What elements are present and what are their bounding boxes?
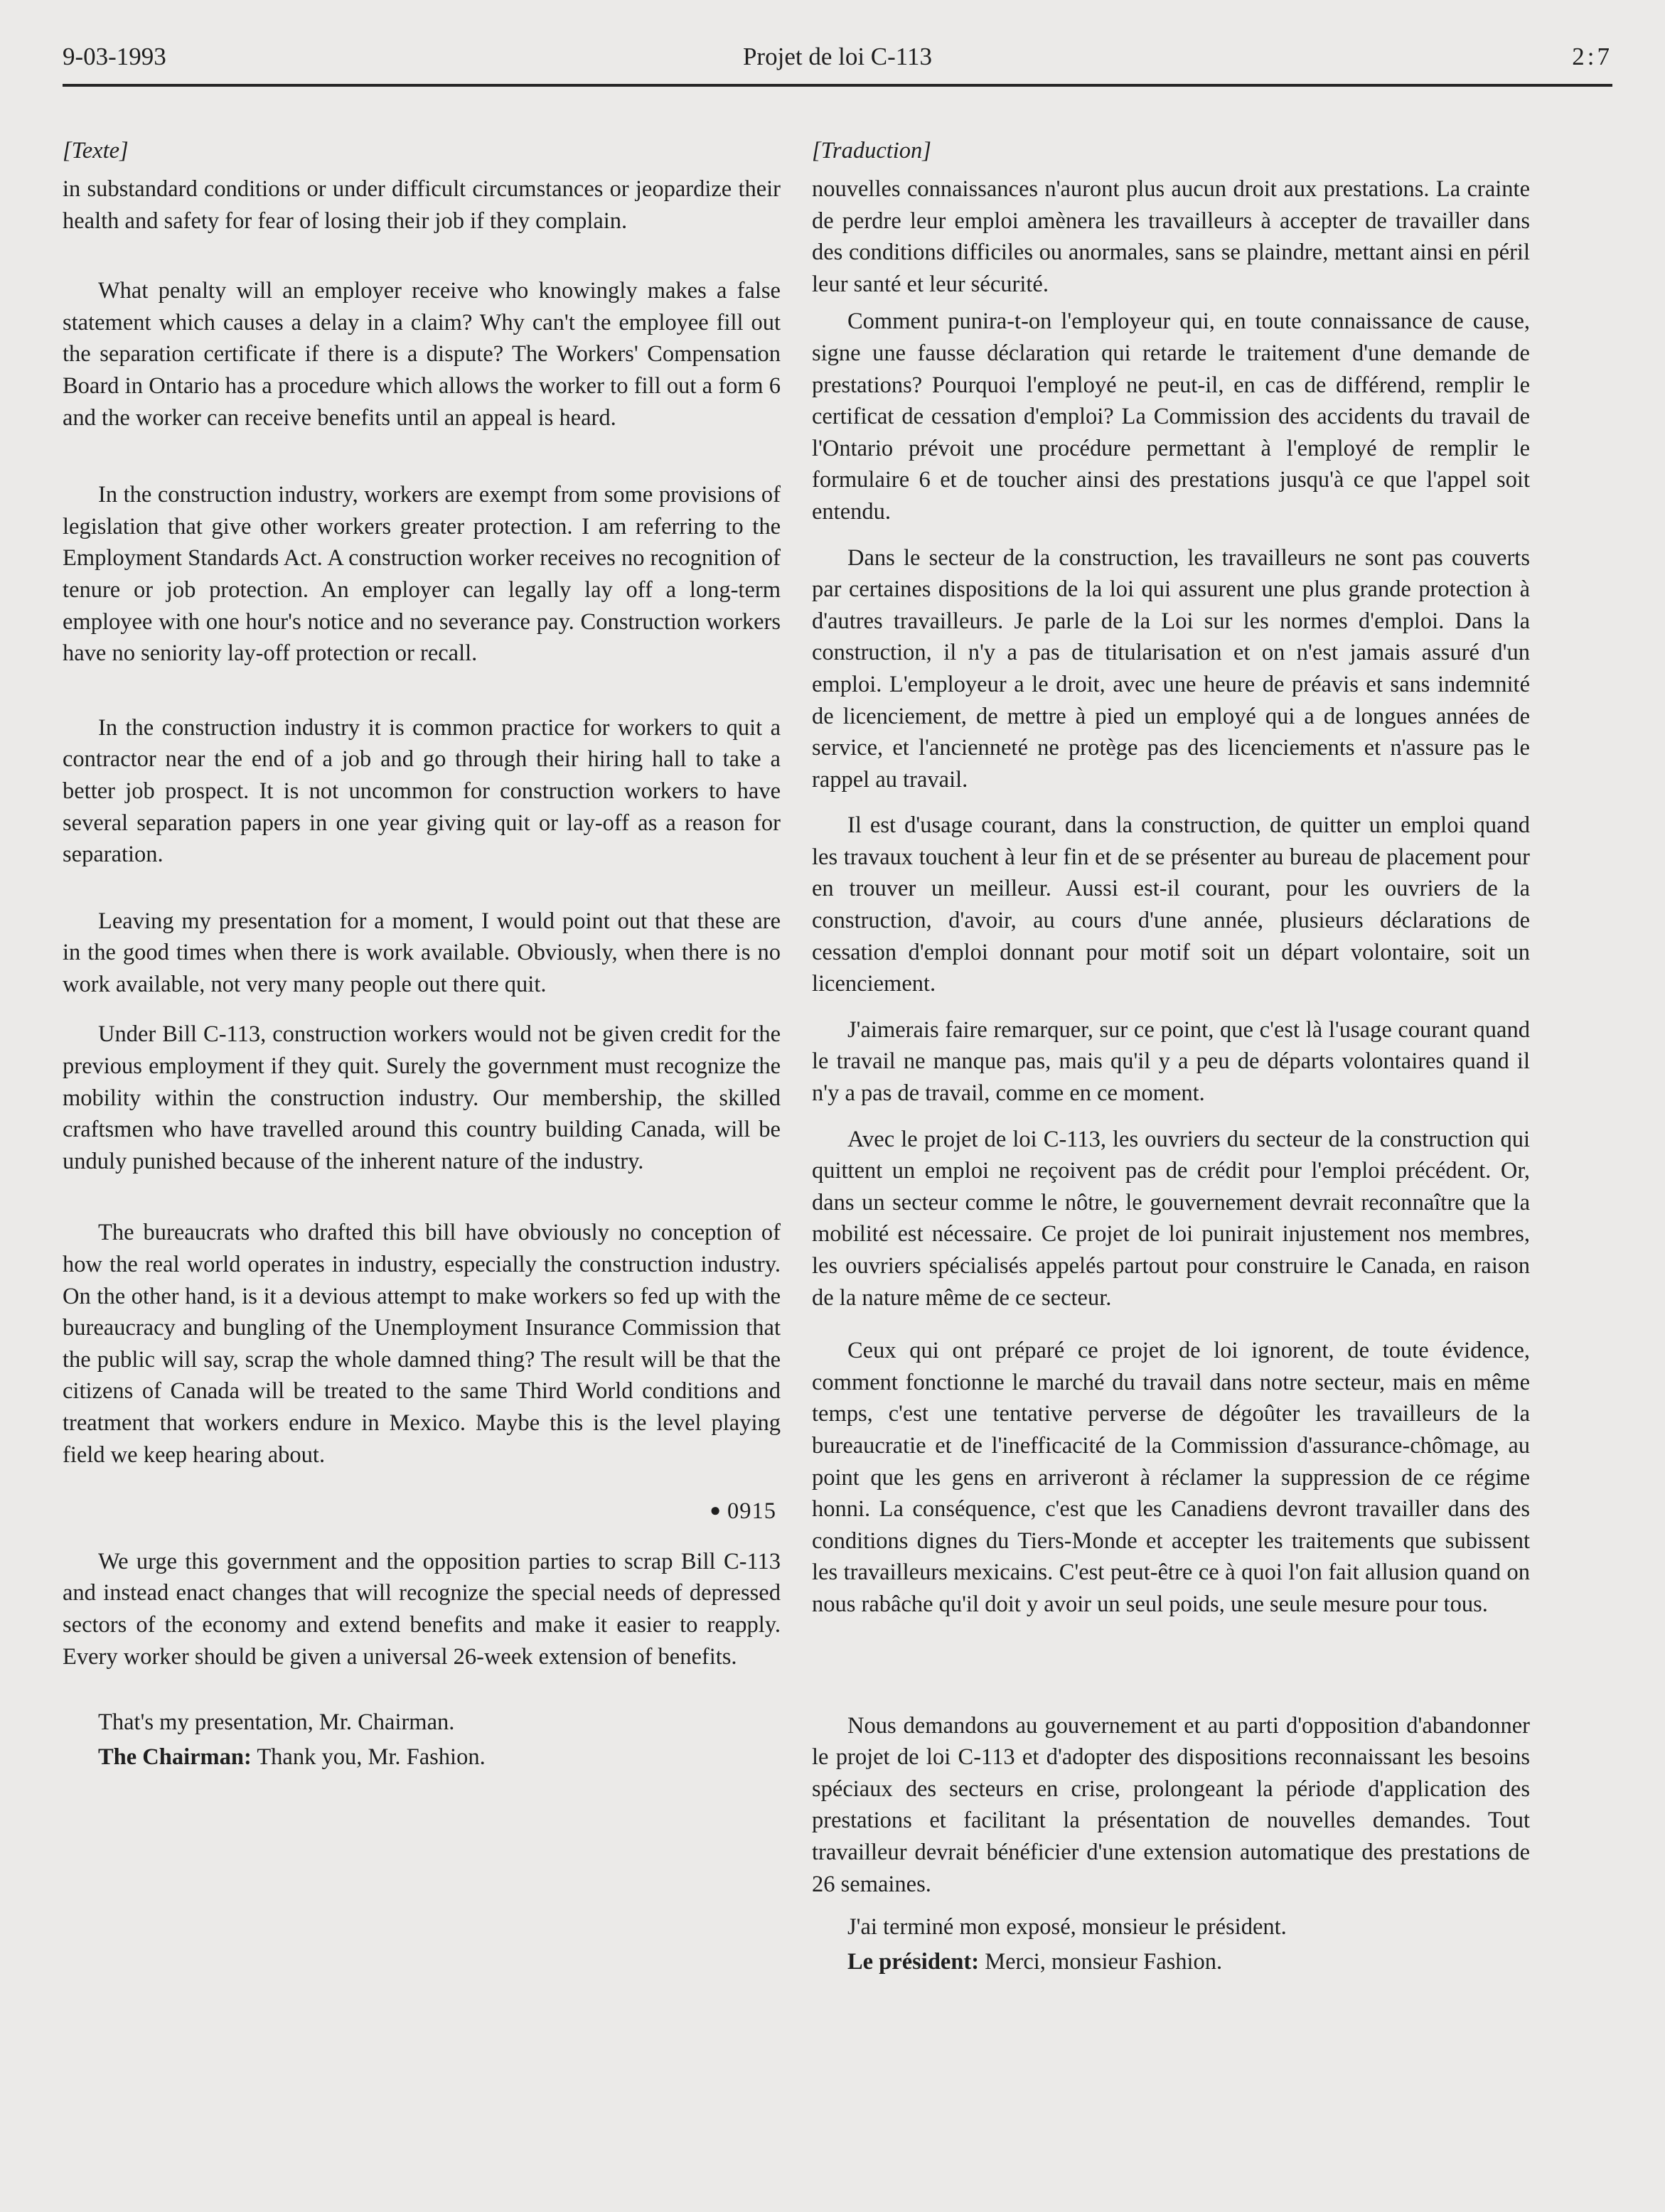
column-tag-traduction: [Traduction] bbox=[812, 138, 931, 163]
page-header bbox=[63, 43, 1612, 85]
header-title: Projet de loi C-113 bbox=[742, 43, 933, 70]
paragraph: Il est d'usage courant, dans la construction, de quitter un emploi quand les travaux touchent à leur fin et de se présenter au bureau de placement pour en trouver un meilleur. Aussi est-il courant, pour les ouvriers de la construction, d'avoir, au cours d'une année, plusieurs déclarations de cessation d'emploi donnant pour motif soit un départ volontaire, soit un licenciement. bbox=[812, 812, 1530, 997]
paragraph: J'aimerais faire remarquer, sur ce point, que c'est là l'usage courant quand le travail ne manque pas, mais qu'il y a peu de départs volontaires quand il n'y a pas de travail, comme en ce moment. bbox=[812, 1016, 1530, 1107]
paragraph: Ceux qui ont préparé ce projet de loi ignorent, de toute évidence, comment fonctionne le marché du travail dans notre secteur, mais en même temps, c'est une tentative perverse de dégoûter les travailleurs de la bureaucratie et de l'inefficacité de la Commission d'assurance-chômage, au point que les gens en arriveront à réclamer la suppression de ce régime honni. La conséquence, c'est que les Canadiens devront travailler dans des conditions dignes du Tiers-Monde et accepter les traitements que subissent les travailleurs mexicains. C'est peut-être ce à quoi l'on fait allusion quand on nous rabâche qu'il doit y avoir un seul poids, une seule mesure pour tous. bbox=[812, 1338, 1530, 1617]
paragraph: in substandard conditions or under difficult circumstances or jeopardize their health and safety for fear of losing their job if they complain. bbox=[63, 176, 781, 234]
header-page-number: 2:7 bbox=[1572, 43, 1612, 70]
header-rule bbox=[63, 84, 1612, 87]
time-marker: ● 0915 bbox=[710, 1498, 776, 1525]
paragraph: Dans le secteur de la construction, les travailleurs ne sont pas couverts par certaines dispositions de la loi qui assurent une plus grande protection à d'autres travailleurs. Je parle de la Loi sur les normes d'emploi. Dans la construction, il n'y a pas de titularisation et on n'est jamais assuré d'un emploi. L'employeur a le droit, avec une heure de préavis et sans indemnité de licenciement, de mettre à pied un employé qui a de longues années de service, et l'ancienneté ne protège pas des licenciements et n'assure pas le rappel au travail. bbox=[812, 544, 1530, 793]
paragraph: Comment punira-t-on l'employeur qui, en toute connaissance de cause, signe une fausse déclaration qui retarde le traitement d'une demande de prestations? Pourquoi l'employé ne peut-il, en cas de différend, remplir le certificat de cessation d'emploi? La Commission des accidents du travail de l'Ontario prévoit une procédure permettant à l'employé de remplir le formulaire 6 et de toucher ainsi des prestations jusqu'à ce que l'appel soit entendu. bbox=[812, 308, 1530, 525]
paragraph: Under Bill C-113, construction workers would not be given credit for the previous employment if they quit. Surely the government must recognize the mobility within the construction industry. Our membership, the skilled craftsmen who have travelled around this country building Canada, will be unduly punished because of the inherent nature of the industry. bbox=[63, 1021, 781, 1174]
paragraph: We urge this government and the opposition parties to scrap Bill C-113 and instead enact changes that will recognize the special needs of depressed sectors of the economy and extend benefits and make it easier to reapply. Every worker should be given a universal 26-week extension of benefits. bbox=[63, 1548, 781, 1670]
paragraph: Leaving my presentation for a moment, I would point out that these are in the good times when there is work available. Obviously, when there is no work available, not very many people out there quit. bbox=[63, 908, 781, 997]
speaker-text: Merci, monsieur Fashion. bbox=[985, 1948, 1223, 1975]
speaker-name: The Chairman: bbox=[98, 1744, 252, 1770]
paragraph: The bureaucrats who drafted this bill have obviously no conception of how the real world operates in industry, especially the construction industry. On the other hand, is it a devious attempt to make workers so fed up with the bureaucracy and bungling of the Unemployment Insurance Commission that the public will say, scrap the whole damned thing? The result will be that the citizens of Canada will be treated to the same Third World conditions and treatment that workers endure in Mexico. Maybe this is the level playing field we keep hearing about. bbox=[63, 1220, 781, 1468]
paragraph: What penalty will an employer receive who knowingly makes a false statement which causes a delay in a claim? Why can't the employee fill out the separation certificate if there is a dispute? The Workers' Compensation Board in Ontario has a procedure which allows the worker to fill out a form 6 and the worker can receive benefits until an appeal is heard. bbox=[63, 278, 781, 431]
header-date: 9-03-1993 bbox=[63, 43, 166, 70]
paragraph: Nous demandons au gouvernement et au parti d'opposition d'abandonner le projet de loi C-113 et d'adopter des dispositions reconnaissant les besoins spéciaux des secteurs en crise, prolongeant la période d'application des prestations et facilitant la présentation de nouvelles demandes. Tout travailleur devrait bénéficier d'une extension automatique des prestations de 26 semaines. bbox=[812, 1712, 1530, 1897]
english-column bbox=[63, 135, 781, 1808]
speaker-name: Le président: bbox=[847, 1948, 980, 1975]
paragraph: nouvelles connaissances n'auront plus aucun droit aux prestations. La crainte de perdre leur emploi amènera les travailleurs à accepter de travailler dans des conditions difficiles ou anormales, sans se plaindre, mettant ainsi en péril leur santé et leur sécurité. bbox=[812, 176, 1530, 297]
speaker-text: Thank you, Mr. Fashion. bbox=[257, 1744, 486, 1770]
paragraph: J'ai terminé mon exposé, monsieur le président. bbox=[847, 1914, 1287, 1940]
paragraph: In the construction industry, workers are exempt from some provisions of legislation that give other workers greater protection. I am referring to the Employment Standards Act. A construction worker receives no recognition of tenure or job protection. An employer can legally lay off a long-term employee with one hour's notice and no severance pay. Construction workers have no seniority lay-off protection or recall. bbox=[63, 482, 781, 667]
french-column bbox=[812, 135, 1530, 2012]
paragraph: That's my presentation, Mr. Chairman. bbox=[98, 1709, 455, 1736]
chairman-line bbox=[63, 1741, 781, 1773]
bullet-icon: ● bbox=[710, 1500, 722, 1521]
chairman-line bbox=[812, 1946, 1530, 1978]
column-tag-texte: [Texte] bbox=[63, 138, 129, 163]
paragraph: Avec le projet de loi C-113, les ouvriers du secteur de la construction qui quittent un emploi ne reçoivent pas de crédit pour l'emploi précédent. Or, dans un secteur comme le nôtre, le gouvernement devrait reconnaître que la mobilité est nécessaire. Ce projet de loi punirait injustement nos membres, les ouvriers spécialisés appelés partout pour construire le Canada, en raison de la nature même de ce secteur. bbox=[812, 1126, 1530, 1311]
paragraph: In the construction industry it is common practice for workers to quit a contractor near the end of a job and go through their hiring hall to take a better job prospect. It is not uncommon for construction workers to have several separation papers in one year giving quit or lay-off as a reason for separation. bbox=[63, 714, 781, 868]
